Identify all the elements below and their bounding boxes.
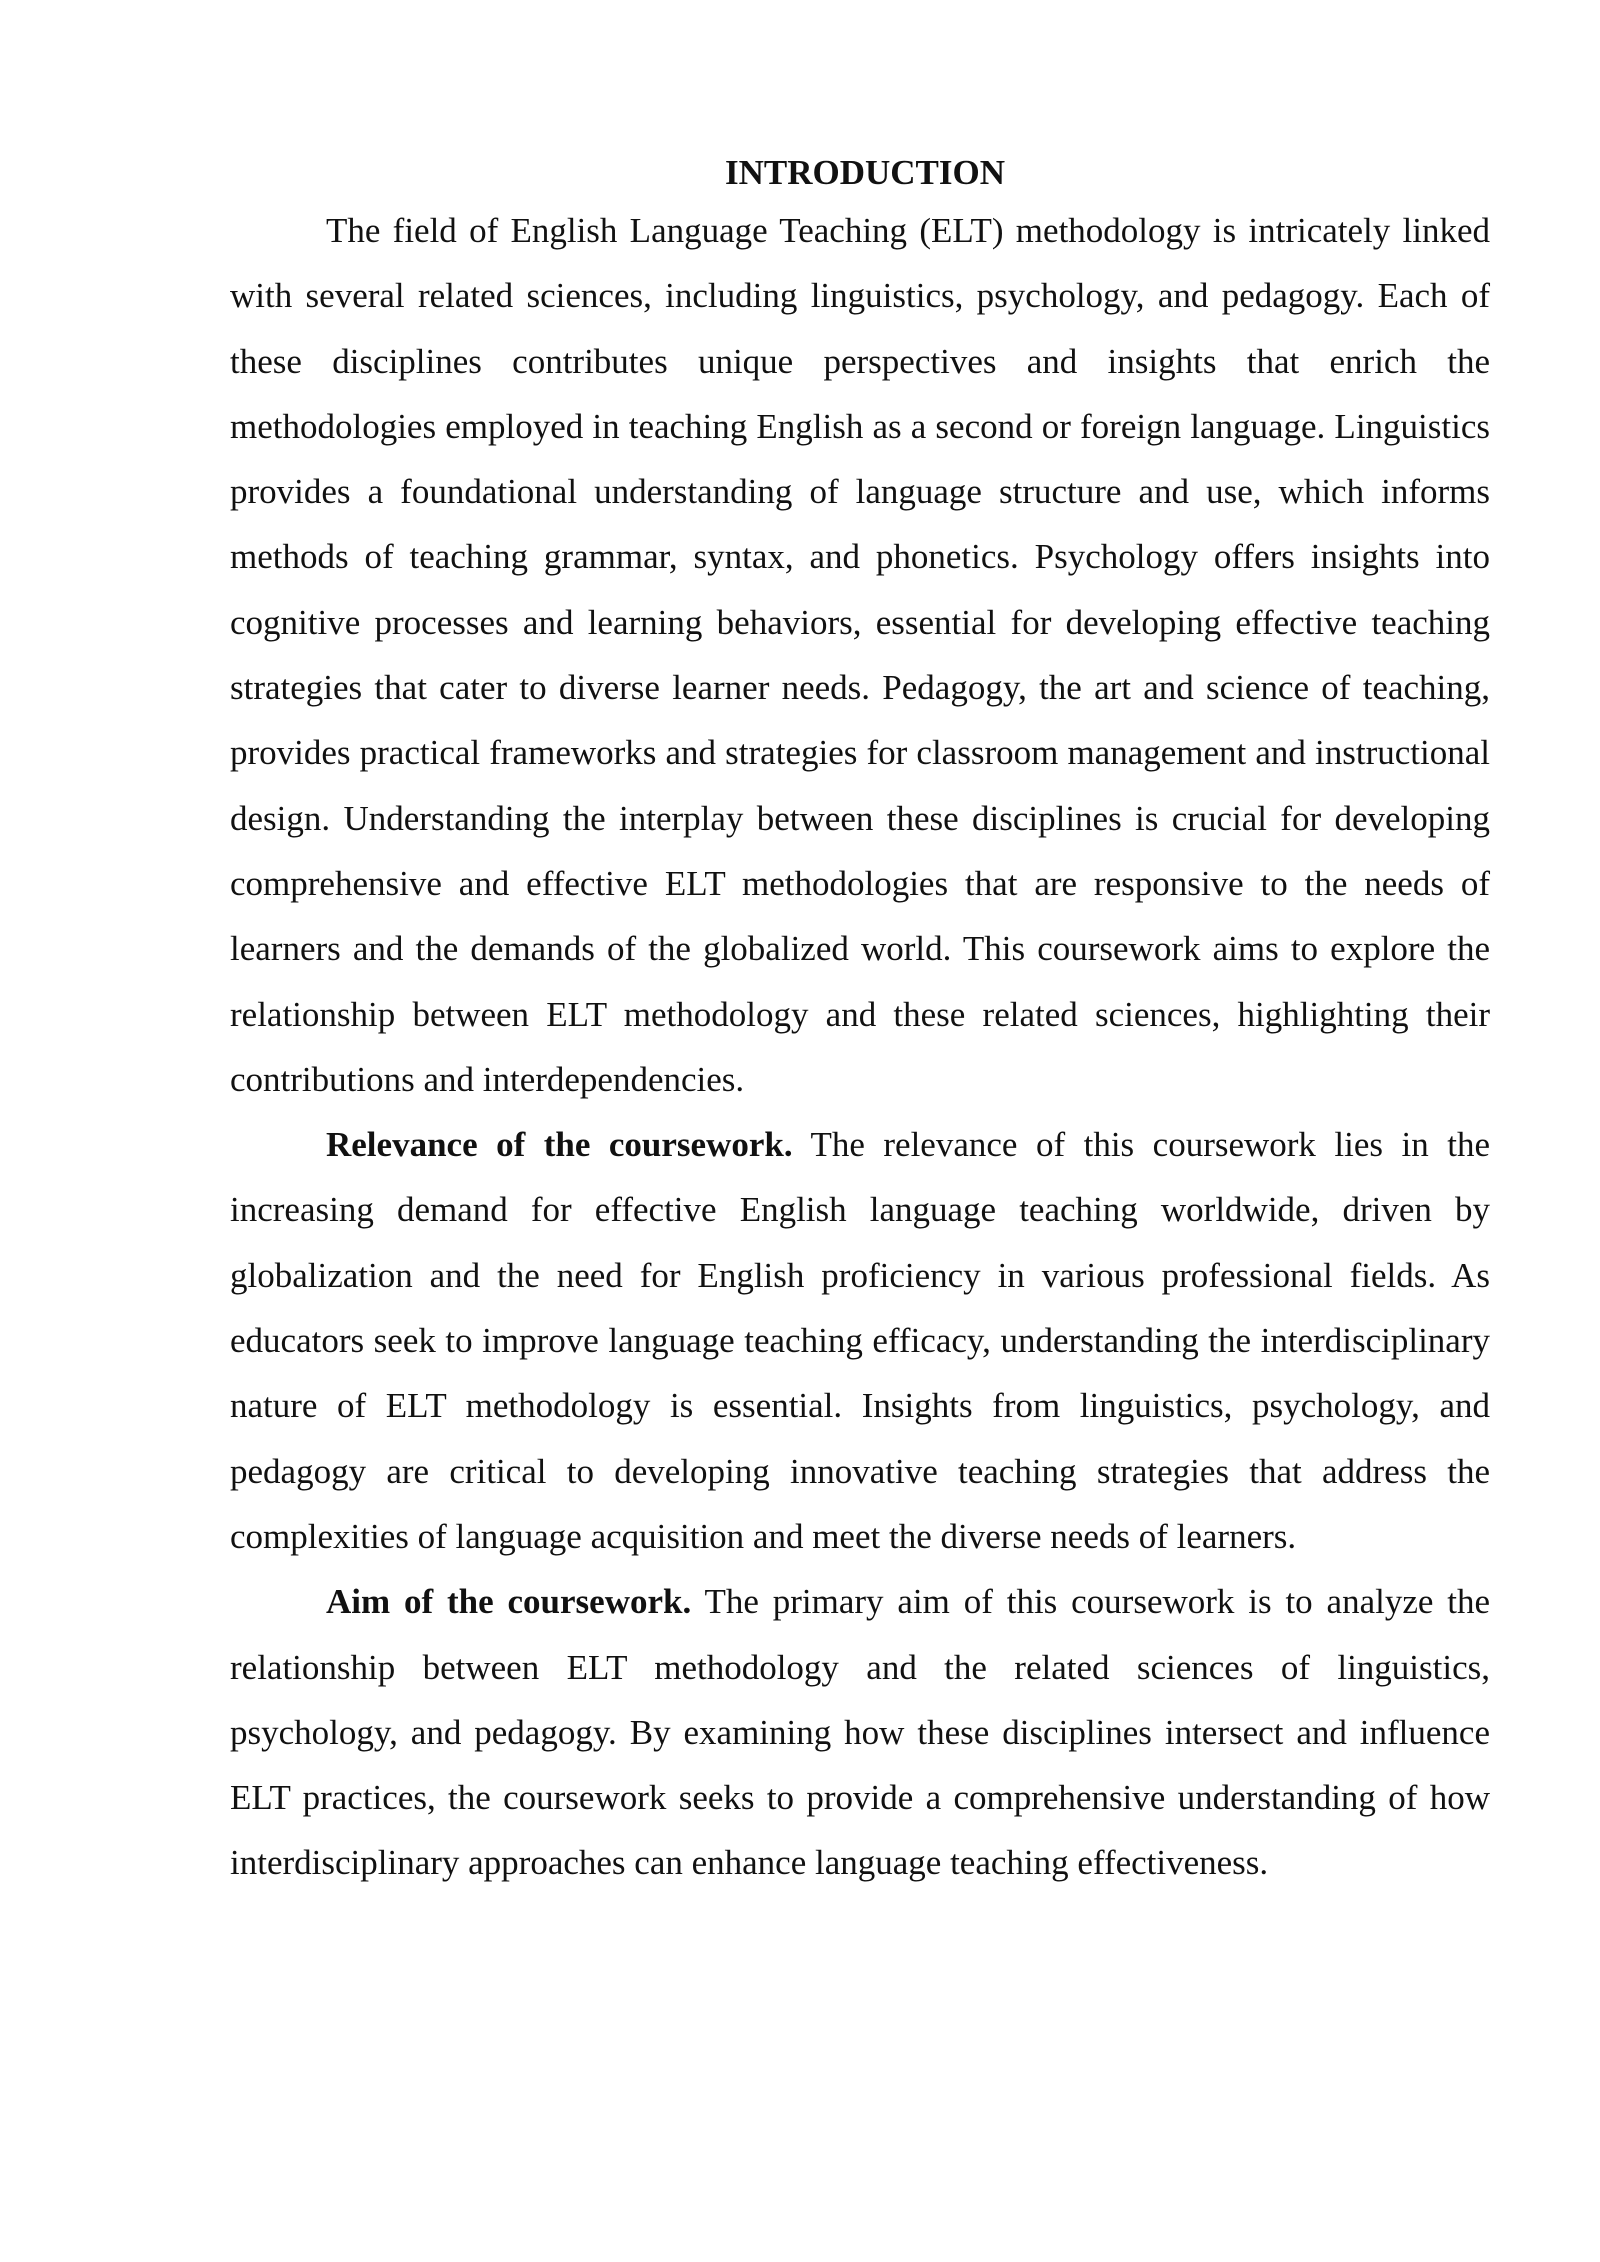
relevance-text: The relevance of this coursework lies in the increasing demand for effective English language teaching worldwide, driven by globalization and the need for English proficiency in various professional fields. As educators seek to improve language teaching efficacy, understanding the interdisciplinary nature of ELT methodology is essential. Insights from linguistics, psychology, and pedagogy are critical to developing innovative teaching strategies that address the complexities of language acquisition and meet the diverse needs of learners. — [230, 1125, 1491, 1556]
document-page — [230, 148, 1490, 1896]
section-heading: INTRODUCTION — [724, 153, 1006, 192]
aim-lead: Aim of the coursework. — [326, 1582, 692, 1622]
relevance-lead: Relevance of the coursework. — [326, 1125, 793, 1165]
aim-text: The primary aim of this coursework is to analyze the relationship between ELT methodology and the related sciences of linguistics, psychology, and pedagogy. By examining how these disciplines intersect and influence ELT practices, the coursework seeks to provide a comprehensive understanding of how interdisciplinary approaches can enhance language teaching effectiveness. — [230, 1582, 1491, 1883]
intro-paragraph: The field of English Language Teaching (ELT) methodology is intricately linked with several related sciences, including linguistics, psychology, and pedagogy. Each of these disciplines contributes unique perspectives and insights that enrich the methodologies employed in teaching English as a second or foreign language. Linguistics provides a foundational understanding of language structure and use, which informs methods of teaching grammar, syntax, and phonetics. Psychology offers insights into cognitive processes and learning behaviors, essential for developing effective teaching strategies that cater to diverse learner needs. Pedagogy, the art and science of teaching, provides practical frameworks and strategies for classroom management and instructional design. Understanding the interplay between these disciplines is crucial for developing comprehensive and effective ELT methodologies that are responsive to the needs of learners and the demands of the globalized world. This coursework aims to explore the relationship between ELT methodology and these related sciences, highlighting their contributions and interdependencies. — [230, 211, 1490, 1099]
relevance-paragraph — [230, 1112, 1490, 1569]
aim-paragraph — [230, 1569, 1490, 1895]
